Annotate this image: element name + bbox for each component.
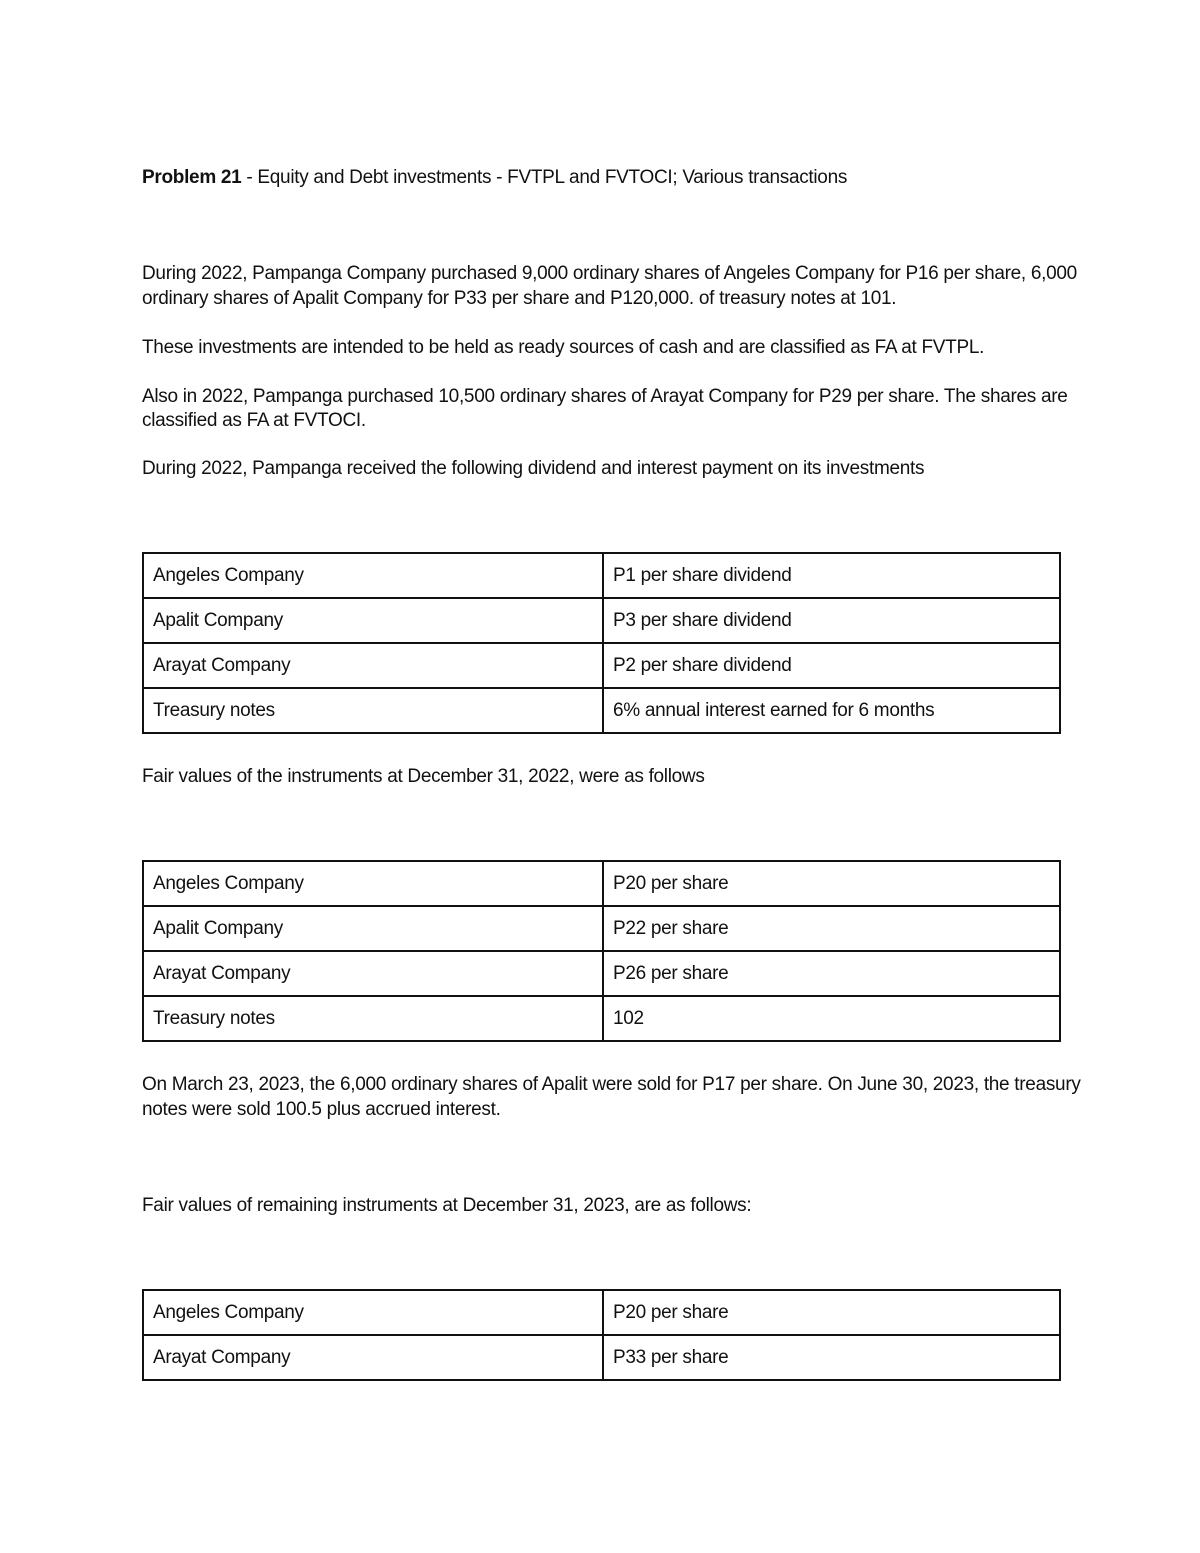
paragraph-sales-line-1: On March 23, 2023, the 6,000 ordinary shares of Apalit were sold for P17 per share. On June 30, 2023, the treasury	[142, 1074, 1081, 1095]
table-row	[143, 1290, 1060, 1335]
paragraph-purchases-line-2: ordinary shares of Apalit Company for P33 per share and P120,000. of treasury notes at 101.	[142, 288, 897, 309]
table-cell-value: 6% annual interest earned for 6 months	[603, 688, 1060, 733]
table-cell-value: 102	[603, 996, 1060, 1041]
fair-values-2023-table	[142, 1289, 1061, 1381]
paragraph-classification: These investments are intended to be held as ready sources of cash and are classified as FA at FVTPL.	[142, 337, 985, 358]
table-cell-value: P26 per share	[603, 951, 1060, 996]
table-cell-value: P33 per share	[603, 1335, 1060, 1380]
paragraph-arayat-line-2: classified as FA at FVTOCI.	[142, 410, 366, 431]
paragraph-arayat-line-1: Also in 2022, Pampanga purchased 10,500 ordinary shares of Arayat Company for P29 per share. The shares are	[142, 386, 1068, 407]
paragraph-fair-values-2023: Fair values of remaining instruments at December 31, 2023, are as follows:	[142, 1195, 752, 1216]
table-cell-value: P22 per share	[603, 906, 1060, 951]
table-cell-instrument: Arayat Company	[143, 951, 603, 996]
table-row	[143, 1335, 1060, 1380]
table-row	[143, 906, 1060, 951]
table-row	[143, 643, 1060, 688]
table-cell-instrument: Angeles Company	[143, 861, 603, 906]
table-cell-instrument: Apalit Company	[143, 906, 603, 951]
table-row	[143, 861, 1060, 906]
problem-title-text: - Equity and Debt investments - FVTPL and FVTOCI; Various transactions	[241, 167, 848, 188]
table-cell-value: P3 per share dividend	[603, 598, 1060, 643]
table-row	[143, 996, 1060, 1041]
problem-title	[142, 166, 1072, 190]
table-cell-value: P20 per share	[603, 861, 1060, 906]
table-row	[143, 688, 1060, 733]
table-cell-instrument: Treasury notes	[143, 688, 603, 733]
table-row	[143, 598, 1060, 643]
table-cell-instrument: Arayat Company	[143, 1335, 603, 1380]
table-cell-value: P2 per share dividend	[603, 643, 1060, 688]
paragraph-purchases-line-1: During 2022, Pampanga Company purchased 9,000 ordinary shares of Angeles Company for P16 per share, 6,000	[142, 263, 1077, 284]
paragraph-sales-line-2: notes were sold 100.5 plus accrued interest.	[142, 1099, 501, 1120]
problem-title-number: Problem 21	[142, 167, 242, 188]
paragraph-fair-values-2022: Fair values of the instruments at December 31, 2022, were as follows	[142, 766, 705, 787]
dividends-table	[142, 552, 1061, 734]
table-cell-value: P1 per share dividend	[603, 553, 1060, 598]
fair-values-2022-table	[142, 860, 1061, 1042]
table-cell-instrument: Angeles Company	[143, 553, 603, 598]
table-cell-instrument: Apalit Company	[143, 598, 603, 643]
table-cell-value: P20 per share	[603, 1290, 1060, 1335]
table-cell-instrument: Arayat Company	[143, 643, 603, 688]
table-cell-instrument: Angeles Company	[143, 1290, 603, 1335]
table-row	[143, 951, 1060, 996]
table-cell-instrument: Treasury notes	[143, 996, 603, 1041]
table-row	[143, 553, 1060, 598]
paragraph-dividends-intro: During 2022, Pampanga received the following dividend and interest payment on its investments	[142, 458, 925, 479]
